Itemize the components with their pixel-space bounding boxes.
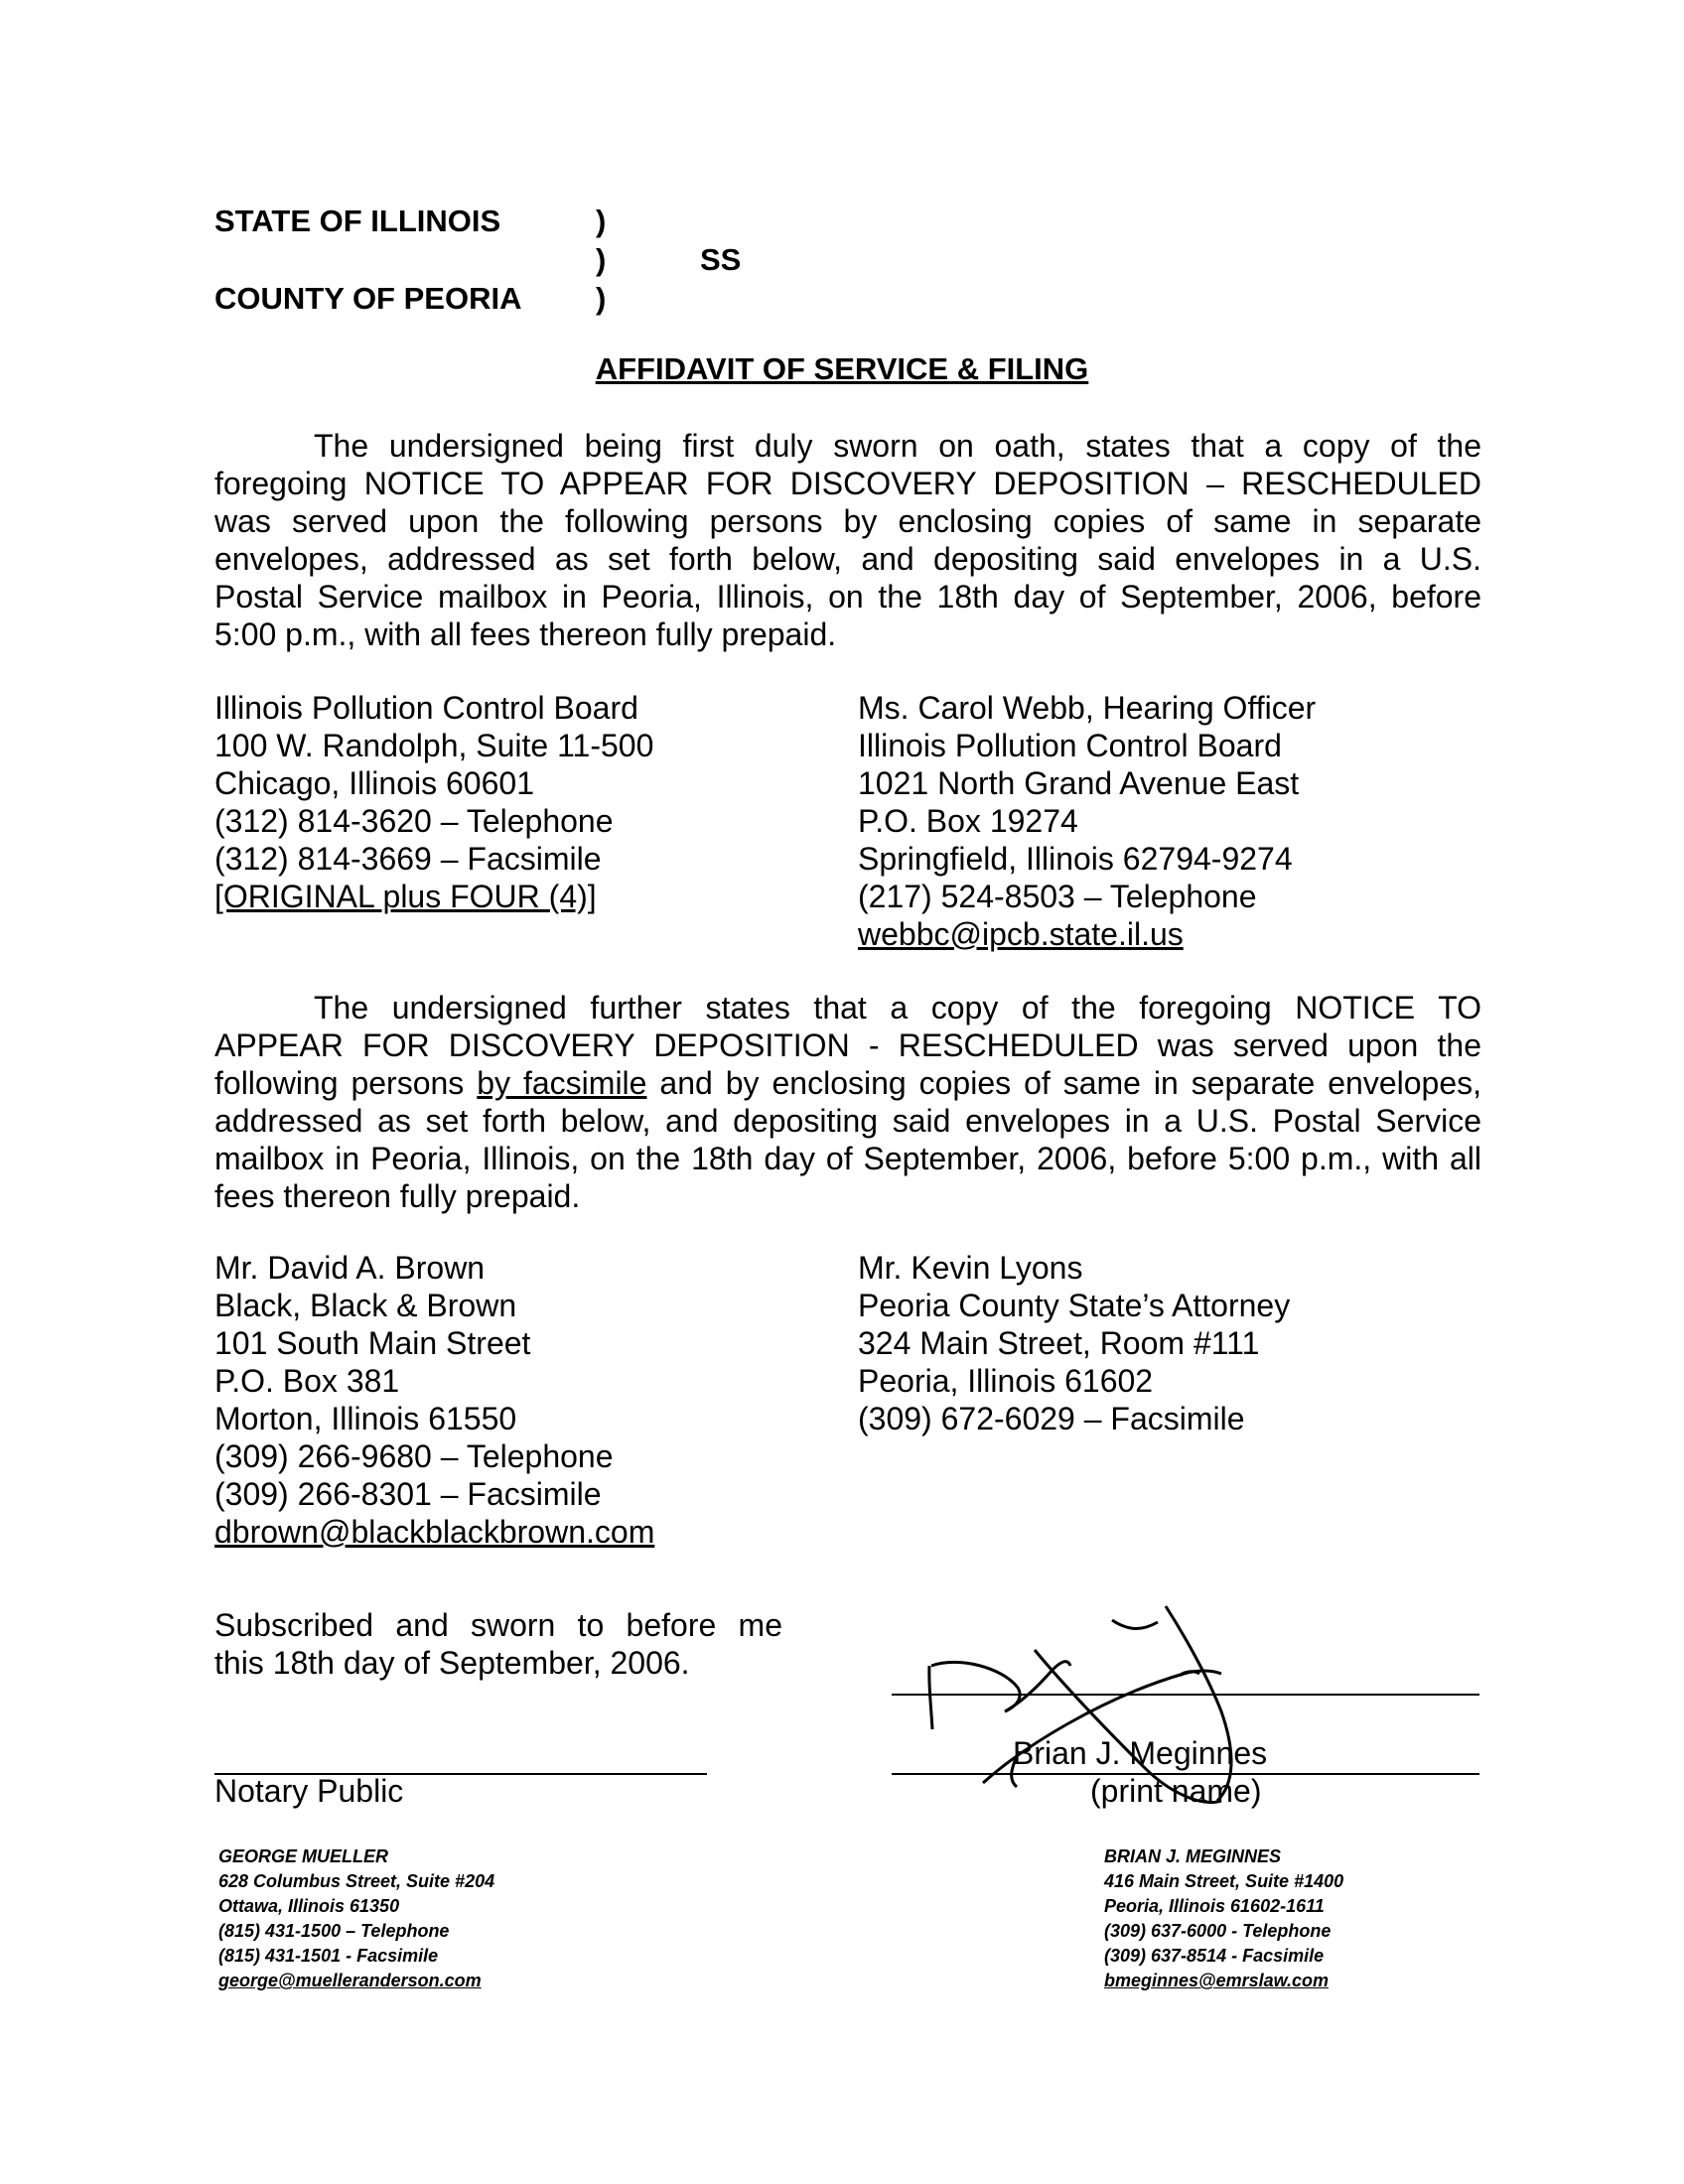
paragraph-line: was served upon the following persons by enclosing copies of same in separate (214, 503, 1481, 539)
paragraph-line: fees thereon fully prepaid. (214, 1178, 581, 1214)
address-line: Ms. Carol Webb, Hearing Officer (858, 690, 1317, 726)
address-line: 101 South Main Street (214, 1325, 531, 1361)
paragraph-line: The undersigned further states that a copy of the foregoing NOTICE TO (314, 990, 1481, 1025)
paragraph-line: envelopes, addressed as set forth below, and depositing said envelopes in a U.S. (214, 541, 1481, 577)
service-paragraph-1 (214, 427, 1481, 653)
by-facsimile-text: by facsimile (477, 1065, 647, 1101)
paragraph-line: mailbox in Peoria, Illinois, on the 18th day of September, 2006, before 5:00 p.m., with all (214, 1141, 1481, 1176)
address-line: 324 Main Street, Room #111 (858, 1325, 1260, 1361)
venue-state: STATE OF ILLINOIS (214, 204, 501, 238)
footer-line: GEORGE MUELLER (218, 1846, 389, 1866)
address-line: P.O. Box 19274 (858, 803, 1078, 839)
paragraph-line: Postal Service mailbox in Peoria, Illinois, on the 18th day of September, 2006, before (214, 579, 1481, 614)
footer-line: (309) 637-6000 - Telephone (1104, 1921, 1332, 1941)
email-link[interactable]: dbrown@blackblackbrown.com (214, 1514, 655, 1550)
footer-line: BRIAN J. MEGINNES (1104, 1846, 1282, 1866)
address-line: 100 W. Randolph, Suite 11-500 (214, 728, 654, 763)
venue-county: COUNTY OF PEORIA (214, 281, 522, 316)
address-line: Mr. Kevin Lyons (858, 1250, 1083, 1286)
footer-line: Ottawa, Illinois 61350 (218, 1896, 400, 1916)
paragraph-line: APPEAR FOR DISCOVERY DEPOSITION - RESCHEDULED was served upon the (214, 1027, 1481, 1063)
footer-mueller (218, 1844, 494, 1993)
address-line: Illinois Pollution Control Board (858, 728, 1282, 763)
address-line: Peoria, Illinois 61602 (858, 1363, 1154, 1399)
footer-line: (815) 431-1500 – Telephone (218, 1921, 450, 1941)
address-line: (309) 266-9680 – Telephone (214, 1438, 614, 1474)
address-line: Chicago, Illinois 60601 (214, 765, 534, 801)
subscribed-line: Subscribed and sworn to before me (214, 1607, 782, 1643)
footer-line: 628 Columbus Street, Suite #204 (218, 1871, 495, 1891)
text-run: and by enclosing copies of same in separate envelopes, (646, 1065, 1482, 1101)
footer-line: Peoria, Illinois 61602-1611 (1104, 1896, 1325, 1916)
address-line: (217) 524-8503 – Telephone (858, 879, 1257, 914)
paragraph-line: addressed as set forth below, and depositing said envelopes in a U.S. Postal Service (214, 1103, 1481, 1139)
address-line: Mr. David A. Brown (214, 1250, 486, 1286)
address-line: Illinois Pollution Control Board (214, 690, 638, 726)
email-link[interactable]: bmeginnes@emrslaw.com (1104, 1971, 1329, 1990)
notary-public-label: Notary Public (214, 1773, 404, 1809)
address-line: (312) 814-3620 – Telephone (214, 803, 614, 839)
document-title: AFFIDAVIT OF SERVICE & FILING (595, 351, 1089, 386)
filing-count-note: [ORIGINAL plus FOUR (4)] (214, 879, 597, 914)
address-line: (309) 266-8301 – Facsimile (214, 1476, 602, 1512)
address-line: Peoria County State’s Attorney (858, 1288, 1291, 1323)
email-link[interactable]: webbc@ipcb.state.il.us (858, 916, 1184, 952)
footer-line: 416 Main Street, Suite #1400 (1104, 1871, 1344, 1891)
address-hearing-officer (858, 689, 1316, 953)
address-line: (312) 814-3669 – Facsimile (214, 841, 602, 877)
venue-paren: ) (596, 204, 607, 238)
address-line: Morton, Illinois 61550 (214, 1401, 517, 1436)
subscribed-statement (214, 1606, 782, 1682)
paragraph-line (214, 1064, 1481, 1102)
address-line: 1021 North Grand Avenue East (858, 765, 1300, 801)
service-paragraph-2 (214, 989, 1481, 1215)
footer-meginnes (1104, 1844, 1343, 1993)
address-lyons (858, 1249, 1290, 1437)
text-run: following persons (214, 1065, 478, 1101)
address-line: Black, Black & Brown (214, 1288, 517, 1323)
venue-ss: SS (700, 242, 742, 277)
venue-paren: ) (596, 281, 607, 316)
print-name-label: (print name) (1090, 1773, 1262, 1809)
venue-paren: ) (596, 242, 607, 277)
address-ipcb (214, 689, 653, 915)
address-line: P.O. Box 381 (214, 1363, 400, 1399)
footer-line: (309) 637-8514 - Facsimile (1104, 1946, 1325, 1966)
paragraph-line: 5:00 p.m., with all fees thereon fully prepaid. (214, 616, 837, 652)
paragraph-line: foregoing NOTICE TO APPEAR FOR DISCOVERY DEPOSITION – RESCHEDULED (214, 466, 1481, 501)
address-line: (309) 672-6029 – Facsimile (858, 1401, 1245, 1436)
address-line: Springfield, Illinois 62794-9274 (858, 841, 1293, 877)
printed-signer-name: Brian J. Meginnes (1013, 1735, 1268, 1771)
email-link[interactable]: george@muelleranderson.com (218, 1971, 482, 1990)
subscribed-line: this 18th day of September, 2006. (214, 1645, 690, 1681)
footer-line: (815) 431-1501 - Facsimile (218, 1946, 439, 1966)
paragraph-line: The undersigned being first duly sworn on oath, states that a copy of the (314, 428, 1481, 464)
address-brown (214, 1249, 654, 1551)
